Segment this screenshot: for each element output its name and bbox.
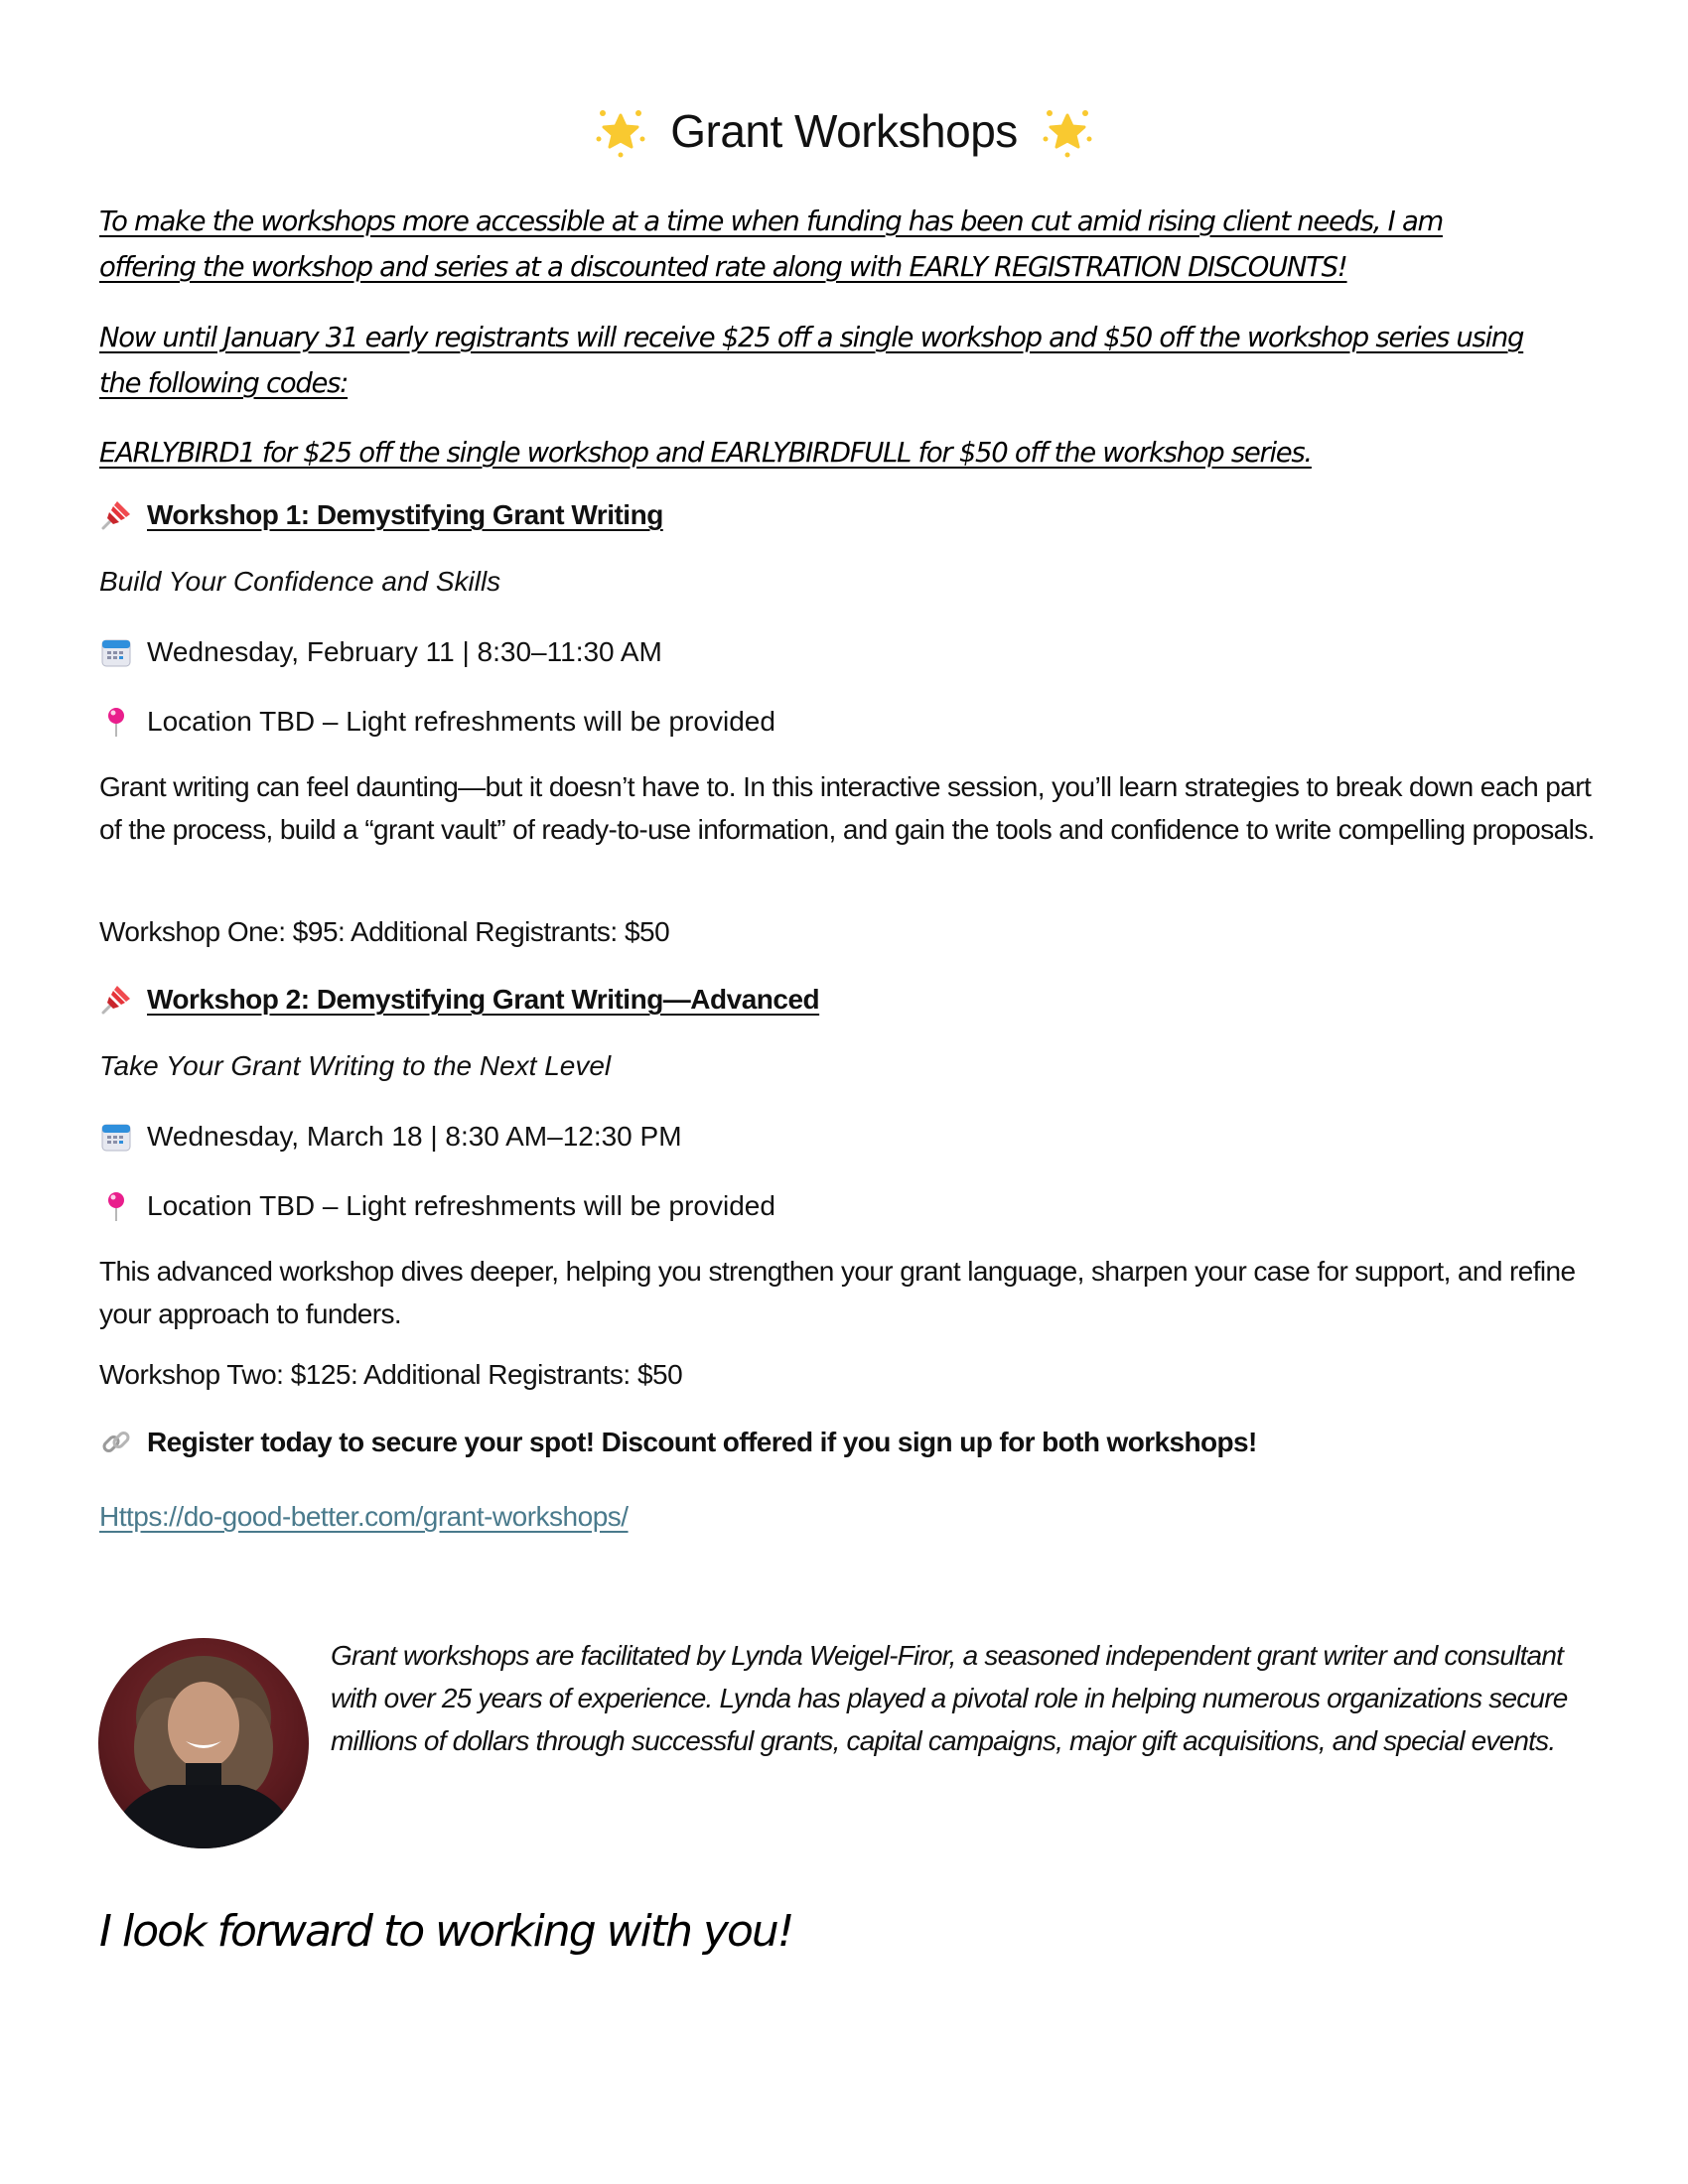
pushpin-icon (99, 498, 133, 532)
workshop-1-location: Location TBD – Light refreshments will be provided (147, 706, 775, 737)
intro-early-registration-paragraph: Now until January 31 early registrants will receive $25 off a single workshop and $50 off the workshop series using the following codes: (99, 321, 1524, 399)
facilitator-photo (98, 1638, 309, 1848)
round-pushpin-icon (99, 705, 133, 739)
workshop-2-price: Workshop Two: $125: Additional Registrants: $50 (99, 1359, 683, 1390)
registration-link[interactable]: Https://do-good-better.com/grant-workshops/ (99, 1501, 629, 1532)
link-icon (99, 1426, 133, 1459)
registration-row (99, 1426, 1257, 1459)
workshop-1-date-row (99, 635, 662, 669)
workshop-2-subtitle: Take Your Grant Writing to the Next Level (99, 1050, 612, 1081)
workshop-1-heading: Workshop 1: Demystifying Grant Writing (147, 499, 663, 530)
page-title: Grant Workshops (670, 105, 1018, 157)
workshop-2-location: Location TBD – Light refreshments will be provided (147, 1190, 775, 1221)
pushpin-icon (99, 983, 133, 1017)
title-row (0, 103, 1688, 159)
workshop-1-subtitle: Build Your Confidence and Skills (99, 566, 501, 597)
calendar-icon (99, 635, 133, 669)
registration-text: Register today to secure your spot! Discount offered if you sign up for both workshops! (147, 1427, 1257, 1457)
round-pushpin-icon (99, 1189, 133, 1223)
workshop-1-date: Wednesday, February 11 | 8:30–11:30 AM (147, 636, 662, 667)
workshop-2-heading: Workshop 2: Demystifying Grant Writing—Advanced (147, 984, 820, 1015)
intro-discount-paragraph: To make the workshops more accessible at a time when funding has been cut amid rising client needs, I am offering the workshop and series at a discounted rate along with EARLY REGISTRATION DISCOUNTS! (99, 205, 1443, 283)
workshop-2-heading-row (99, 983, 819, 1017)
workshop-2-date: Wednesday, March 18 | 8:30 AM–12:30 PM (147, 1121, 682, 1152)
workshop-2-date-row (99, 1120, 682, 1154)
facilitator-bio: Grant workshops are facilitated by Lynda Weigel-Firor, a seasoned independent grant writer and consultant with over 25 years of experience. Lynda has played a pivotal role in helping numerous organizations secure millions of dollars through successful grants, capital campaigns, major gift acquisitions, and special events. (331, 1640, 1568, 1756)
facilitator-portrait-image (98, 1638, 309, 1848)
intro-codes-paragraph: EARLYBIRD1 for $25 off the single workshop and EARLYBIRDFULL for $50 off the workshop series. (99, 436, 1312, 469)
workshop-1-heading-row (99, 498, 663, 532)
workshop-2-location-row (99, 1189, 775, 1223)
sparkle-star-icon (1040, 103, 1095, 159)
sparkle-star-icon (593, 103, 648, 159)
closing-message: I look forward to working with you! (99, 1906, 793, 1957)
workshop-1-price: Workshop One: $95: Additional Registrants: $50 (99, 916, 670, 947)
workshop-2-description: This advanced workshop dives deeper, helping you strengthen your grant language, sharpen your case for support, and refine your approach to funders. (99, 1256, 1576, 1329)
workshop-1-location-row (99, 705, 775, 739)
calendar-icon (99, 1120, 133, 1154)
workshop-1-description: Grant writing can feel daunting—but it doesn’t have to. In this interactive session, you’ll learn strategies to break down each part of the process, build a “grant vault” of ready-to-use information, and gain the tools and confidence to write compelling proposals. (99, 771, 1595, 845)
